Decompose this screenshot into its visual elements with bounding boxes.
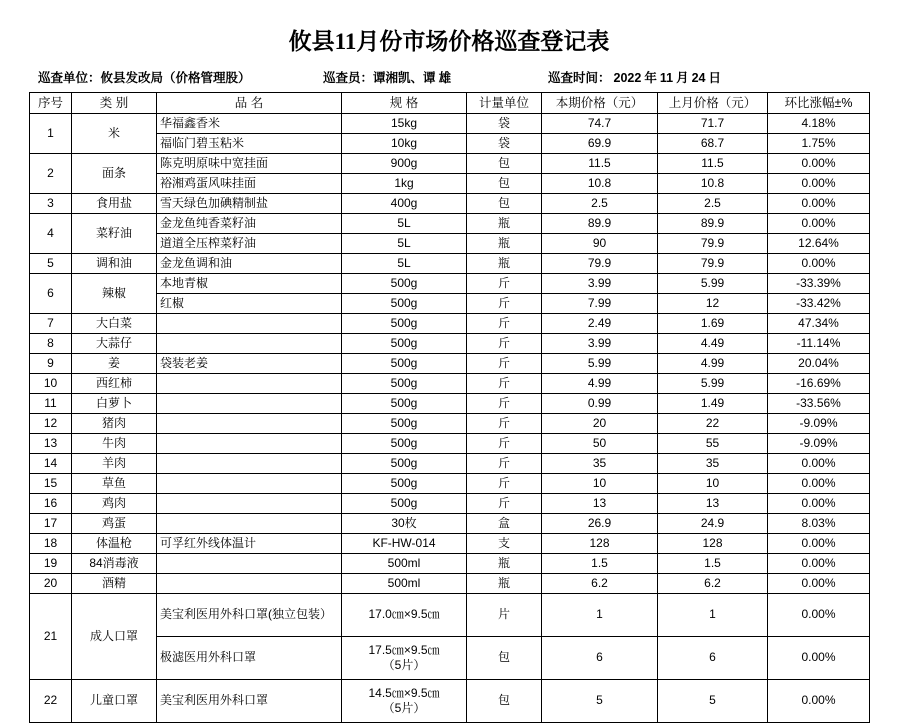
table-row — [30, 194, 870, 214]
cell-chg: 1.75% — [768, 134, 870, 154]
table-row — [30, 334, 870, 354]
cell-cat: 菜籽油 — [72, 214, 157, 254]
cell-seq: 15 — [30, 474, 72, 494]
cell-prev: 1 — [658, 594, 768, 637]
cell-chg: 0.00% — [768, 214, 870, 234]
cell-line: （5片） — [382, 658, 426, 672]
cell-seq: 22 — [30, 680, 72, 723]
cell-prev: 68.7 — [658, 134, 768, 154]
cell-spec: 500ml — [342, 574, 467, 594]
cell-unit: 瓶 — [467, 554, 542, 574]
cell-seq: 8 — [30, 334, 72, 354]
cell-cat: 儿童口罩 — [72, 680, 157, 723]
cell-chg: -33.56% — [768, 394, 870, 414]
cell-prev: 35 — [658, 454, 768, 474]
cell-spec — [342, 637, 467, 680]
cell-cur: 26.9 — [542, 514, 658, 534]
cell-unit: 斤 — [467, 294, 542, 314]
cell-spec: 30枚 — [342, 514, 467, 534]
cell-prev: 71.7 — [658, 114, 768, 134]
cell-prev: 13 — [658, 494, 768, 514]
cell-chg: 47.34% — [768, 314, 870, 334]
cell-prev: 1.5 — [658, 554, 768, 574]
cell-name — [157, 394, 342, 414]
cell-seq: 17 — [30, 514, 72, 534]
cell-name — [157, 454, 342, 474]
cell-spec: 500ml — [342, 554, 467, 574]
table-header-row — [30, 93, 870, 114]
table-row — [30, 474, 870, 494]
cell-cur: 128 — [542, 534, 658, 554]
inspector — [323, 68, 548, 86]
cell-cat: 成人口罩 — [72, 594, 157, 680]
cell-unit: 瓶 — [467, 574, 542, 594]
cell-name: 本地青椒 — [157, 274, 342, 294]
cell-unit: 包 — [467, 680, 542, 723]
cell-unit: 瓶 — [467, 254, 542, 274]
col-header-unit: 计量单位 — [467, 93, 542, 114]
table-header — [30, 93, 870, 114]
cell-cur: 35 — [542, 454, 658, 474]
cell-cat: 食用盐 — [72, 194, 157, 214]
cell-prev: 10 — [658, 474, 768, 494]
cell-line: （5片） — [382, 701, 426, 715]
cell-prev: 55 — [658, 434, 768, 454]
cell-unit: 瓶 — [467, 214, 542, 234]
table-row — [30, 434, 870, 454]
cell-cur: 5.99 — [542, 354, 658, 374]
table-row — [30, 414, 870, 434]
cell-chg: -16.69% — [768, 374, 870, 394]
cell-cat: 鸡肉 — [72, 494, 157, 514]
cell-name: 雪天绿色加碘精制盐 — [157, 194, 342, 214]
table-row — [30, 394, 870, 414]
cell-name — [157, 574, 342, 594]
cell-prev: 11.5 — [658, 154, 768, 174]
cell-spec: 5L — [342, 234, 467, 254]
cell-chg: -9.09% — [768, 434, 870, 454]
cell-prev: 89.9 — [658, 214, 768, 234]
cell-chg: 0.00% — [768, 594, 870, 637]
cell-cur: 6.2 — [542, 574, 658, 594]
cell-spec: 500g — [342, 474, 467, 494]
cell-prev: 6 — [658, 637, 768, 680]
cell-cat: 姜 — [72, 354, 157, 374]
cell-prev: 2.5 — [658, 194, 768, 214]
cell-unit: 支 — [467, 534, 542, 554]
cell-cat: 大蒜仔 — [72, 334, 157, 354]
cell-chg: 8.03% — [768, 514, 870, 534]
cell-name — [157, 334, 342, 354]
cell-cat: 辣椒 — [72, 274, 157, 314]
cell-chg: -33.42% — [768, 294, 870, 314]
cell-unit: 斤 — [467, 334, 542, 354]
date-year-unit: 年 — [644, 71, 657, 85]
cell-spec: 5L — [342, 214, 467, 234]
cell-spec: 500g — [342, 354, 467, 374]
cell-cur: 3.99 — [542, 334, 658, 354]
table-row — [30, 374, 870, 394]
cell-seq: 4 — [30, 214, 72, 254]
cell-seq: 10 — [30, 374, 72, 394]
table-row — [30, 354, 870, 374]
cell-cur: 74.7 — [542, 114, 658, 134]
cell-cur: 5 — [542, 680, 658, 723]
cell-name — [157, 434, 342, 454]
cell-seq: 1 — [30, 114, 72, 154]
cell-spec: 500g — [342, 294, 467, 314]
page-title: 攸县11月份市场价格巡查登记表 — [288, 29, 610, 54]
cell-cat: 牛肉 — [72, 434, 157, 454]
cell-cur: 2.5 — [542, 194, 658, 214]
cell-unit: 袋 — [467, 134, 542, 154]
col-header-seq: 序号 — [30, 93, 72, 114]
cell-chg: -11.14% — [768, 334, 870, 354]
cell-seq: 14 — [30, 454, 72, 474]
table-body — [30, 114, 870, 723]
cell-prev: 5.99 — [658, 274, 768, 294]
cell-spec: 500g — [342, 314, 467, 334]
cell-name: 可孚红外线体温计 — [157, 534, 342, 554]
cell-spec: 500g — [342, 374, 467, 394]
cell-prev: 5 — [658, 680, 768, 723]
cell-name — [157, 474, 342, 494]
cell-chg: 0.00% — [768, 154, 870, 174]
cell-chg: 0.00% — [768, 534, 870, 554]
cell-prev: 4.99 — [658, 354, 768, 374]
cell-prev: 128 — [658, 534, 768, 554]
table-row — [30, 114, 870, 134]
cell-prev: 6.2 — [658, 574, 768, 594]
cell-spec — [342, 680, 467, 723]
col-header-product-name: 品 名 — [157, 93, 342, 114]
cell-chg: 0.00% — [768, 554, 870, 574]
cell-cur: 1 — [542, 594, 658, 637]
cell-cur: 2.49 — [542, 314, 658, 334]
cell-cat: 调和油 — [72, 254, 157, 274]
table-row — [30, 314, 870, 334]
cell-seq: 11 — [30, 394, 72, 414]
cell-name — [157, 514, 342, 534]
cell-spec: 500g — [342, 434, 467, 454]
table-row — [30, 494, 870, 514]
table-row — [30, 254, 870, 274]
cell-spec: 10kg — [342, 134, 467, 154]
cell-cat: 草鱼 — [72, 474, 157, 494]
date-month-unit: 月 — [676, 71, 689, 85]
inspection-date-label: 巡查时间： — [548, 71, 611, 85]
cell-seq: 3 — [30, 194, 72, 214]
cell-name: 袋装老姜 — [157, 354, 342, 374]
cell-seq: 16 — [30, 494, 72, 514]
cell-chg: -33.39% — [768, 274, 870, 294]
cell-name: 道道全压榨菜籽油 — [157, 234, 342, 254]
cell-spec: 500g — [342, 494, 467, 514]
table-row — [30, 214, 870, 234]
cell-name: 华福鑫香米 — [157, 114, 342, 134]
document-meta — [38, 57, 868, 92]
table-row — [30, 274, 870, 294]
cell-chg: 0.00% — [768, 174, 870, 194]
cell-name: 美宝利医用外科口罩 — [157, 680, 342, 723]
cell-unit: 盒 — [467, 514, 542, 534]
cell-cur: 7.99 — [542, 294, 658, 314]
cell-spec: KF-HW-014 — [342, 534, 467, 554]
cell-chg: 0.00% — [768, 254, 870, 274]
col-header-spec: 规 格 — [342, 93, 467, 114]
cell-cur: 6 — [542, 637, 658, 680]
cell-name — [157, 374, 342, 394]
cell-unit: 片 — [467, 594, 542, 637]
cell-unit: 斤 — [467, 454, 542, 474]
cell-spec: 5L — [342, 254, 467, 274]
cell-name — [157, 414, 342, 434]
cell-chg: 12.64% — [768, 234, 870, 254]
cell-cur: 10 — [542, 474, 658, 494]
cell-seq: 18 — [30, 534, 72, 554]
cell-unit: 斤 — [467, 434, 542, 454]
cell-cur: 69.9 — [542, 134, 658, 154]
cell-prev: 5.99 — [658, 374, 768, 394]
col-header-change-rate: 环比涨幅±% — [768, 93, 870, 114]
cell-unit: 瓶 — [467, 234, 542, 254]
cell-prev: 4.49 — [658, 334, 768, 354]
cell-spec: 900g — [342, 154, 467, 174]
cell-name: 红椒 — [157, 294, 342, 314]
cell-cur: 89.9 — [542, 214, 658, 234]
cell-spec: 1kg — [342, 174, 467, 194]
cell-cat: 羊肉 — [72, 454, 157, 474]
cell-seq: 19 — [30, 554, 72, 574]
cell-cur: 79.9 — [542, 254, 658, 274]
cell-cat: 西红柿 — [72, 374, 157, 394]
cell-name: 裕湘鸡蛋风味挂面 — [157, 174, 342, 194]
cell-prev: 24.9 — [658, 514, 768, 534]
cell-unit: 斤 — [467, 474, 542, 494]
cell-seq: 6 — [30, 274, 72, 314]
cell-unit: 包 — [467, 174, 542, 194]
table-row — [30, 594, 870, 637]
cell-chg: -9.09% — [768, 414, 870, 434]
table-row — [30, 680, 870, 723]
cell-cur: 20 — [542, 414, 658, 434]
date-month-value: 11 — [659, 71, 674, 85]
cell-unit: 斤 — [467, 274, 542, 294]
table-row — [30, 454, 870, 474]
table-row — [30, 554, 870, 574]
cell-seq: 9 — [30, 354, 72, 374]
inspection-unit-value: 攸县发改局（价格管理股） — [100, 71, 251, 85]
date-day-value: 24 — [691, 71, 706, 85]
cell-chg: 0.00% — [768, 494, 870, 514]
cell-name — [157, 554, 342, 574]
cell-cur: 0.99 — [542, 394, 658, 414]
inspector-label: 巡查员： — [323, 71, 374, 85]
cell-unit: 斤 — [467, 394, 542, 414]
cell-chg: 20.04% — [768, 354, 870, 374]
cell-cat: 体温枪 — [72, 534, 157, 554]
cell-unit: 包 — [467, 637, 542, 680]
price-table — [29, 92, 870, 723]
cell-cur: 50 — [542, 434, 658, 454]
cell-chg: 0.00% — [768, 637, 870, 680]
table-row — [30, 514, 870, 534]
cell-cat: 白萝卜 — [72, 394, 157, 414]
cell-cat: 猪肉 — [72, 414, 157, 434]
cell-cat: 面条 — [72, 154, 157, 194]
table-row — [30, 154, 870, 174]
cell-cur: 90 — [542, 234, 658, 254]
inspection-unit-label: 巡查单位： — [38, 71, 101, 85]
cell-name: 金龙鱼纯香菜籽油 — [157, 214, 342, 234]
cell-cur: 3.99 — [542, 274, 658, 294]
cell-spec: 500g — [342, 454, 467, 474]
cell-cur: 13 — [542, 494, 658, 514]
cell-unit: 斤 — [467, 314, 542, 334]
col-header-category: 类 别 — [72, 93, 157, 114]
date-year-value: 2022 — [613, 71, 642, 85]
cell-unit: 袋 — [467, 114, 542, 134]
cell-name: 福临门碧玉粘米 — [157, 134, 342, 154]
cell-spec: 15kg — [342, 114, 467, 134]
cell-prev: 1.69 — [658, 314, 768, 334]
cell-seq: 12 — [30, 414, 72, 434]
cell-spec: 500g — [342, 394, 467, 414]
cell-name — [157, 494, 342, 514]
cell-name: 极滤医用外科口罩 — [157, 637, 342, 680]
cell-line: 17.5㎝×9.5㎝ — [368, 643, 440, 657]
cell-cur: 4.99 — [542, 374, 658, 394]
cell-prev: 12 — [658, 294, 768, 314]
cell-chg: 0.00% — [768, 194, 870, 214]
cell-unit: 斤 — [467, 374, 542, 394]
cell-spec: 500g — [342, 334, 467, 354]
cell-spec: 17.0㎝×9.5㎝ — [342, 594, 467, 637]
cell-chg: 0.00% — [768, 454, 870, 474]
cell-seq: 20 — [30, 574, 72, 594]
col-header-previous-price: 上月价格（元） — [658, 93, 768, 114]
cell-cat: 酒精 — [72, 574, 157, 594]
cell-spec: 500g — [342, 274, 467, 294]
cell-seq: 5 — [30, 254, 72, 274]
cell-prev: 1.49 — [658, 394, 768, 414]
cell-unit: 斤 — [467, 354, 542, 374]
cell-cat: 米 — [72, 114, 157, 154]
cell-chg: 4.18% — [768, 114, 870, 134]
cell-unit: 斤 — [467, 414, 542, 434]
inspection-unit — [38, 68, 323, 86]
cell-line: 14.5㎝×9.5㎝ — [368, 686, 440, 700]
date-day-unit: 日 — [708, 71, 721, 85]
cell-prev: 22 — [658, 414, 768, 434]
cell-seq: 13 — [30, 434, 72, 454]
cell-unit: 包 — [467, 154, 542, 174]
cell-unit: 包 — [467, 194, 542, 214]
cell-cat: 84消毒液 — [72, 554, 157, 574]
cell-name — [157, 314, 342, 334]
cell-prev: 79.9 — [658, 254, 768, 274]
cell-unit: 斤 — [467, 494, 542, 514]
inspector-value: 谭湘凯、谭 雄 — [373, 71, 452, 85]
cell-prev: 79.9 — [658, 234, 768, 254]
cell-cur: 1.5 — [542, 554, 658, 574]
cell-spec: 500g — [342, 414, 467, 434]
table-row — [30, 574, 870, 594]
cell-cat: 大白菜 — [72, 314, 157, 334]
cell-seq: 21 — [30, 594, 72, 680]
table-row — [30, 534, 870, 554]
cell-chg: 0.00% — [768, 474, 870, 494]
cell-name: 金龙鱼调和油 — [157, 254, 342, 274]
cell-prev: 10.8 — [658, 174, 768, 194]
cell-spec: 400g — [342, 194, 467, 214]
cell-name: 美宝利医用外科口罩(独立包装） — [157, 594, 342, 637]
col-header-current-price: 本期价格（元） — [542, 93, 658, 114]
cell-cur: 11.5 — [542, 154, 658, 174]
inspection-date — [548, 68, 868, 86]
cell-seq: 2 — [30, 154, 72, 194]
cell-chg: 0.00% — [768, 680, 870, 723]
cell-seq: 7 — [30, 314, 72, 334]
cell-cat: 鸡蛋 — [72, 514, 157, 534]
cell-name: 陈克明原味中宽挂面 — [157, 154, 342, 174]
cell-cur: 10.8 — [542, 174, 658, 194]
cell-chg: 0.00% — [768, 574, 870, 594]
